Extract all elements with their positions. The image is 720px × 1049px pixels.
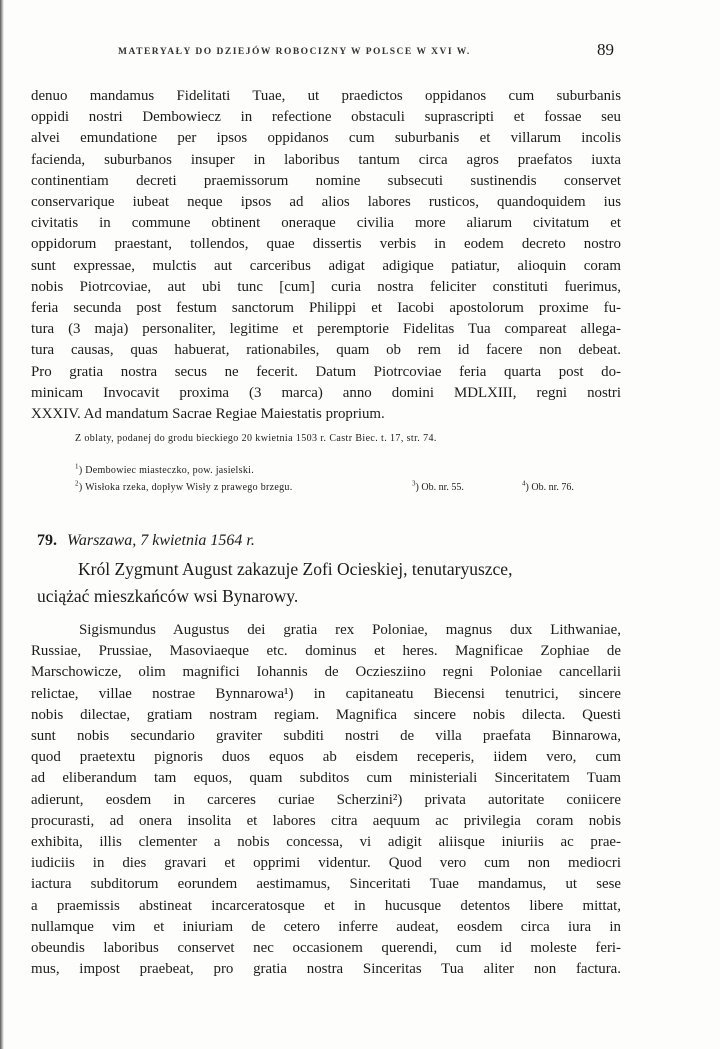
text-line: sunt expressae, mulctis aut carceribus adigat adigique patiatur, alioquin coram — [31, 257, 621, 274]
text-line: minicam Invocavit proxima (3 marca) anno domini MDLXIII, regni nostri — [31, 384, 621, 401]
footnote-marker: 1 — [75, 462, 79, 471]
paragraph-continuation — [31, 86, 621, 425]
text-line: Pro gratia nostra secus ne fecerit. Datum Piotrcoviae feria quarta post do- — [31, 363, 621, 380]
document-heading — [37, 532, 255, 550]
text-line: relictae, villae nostrae Bynnarowa¹) in capitaneatu Biecensi tenutrici, sincere — [31, 685, 621, 702]
summary-line: uciążać mieszkańców wsi Bynarowy. — [37, 586, 299, 606]
text-line: nobis Piotrcoviae, aut ubi tunc [cum] curia nostra feliciter constituti fuerimus, — [31, 278, 621, 295]
text-line: facienda, suburbanos insuper in laboribus tantum circa agros praefatos iuxta — [31, 151, 621, 168]
text-line: sunt nobis secundario graviter subditi nostri de villa praefata Binnarowa, — [31, 728, 621, 745]
text-line: a praemissis abstineat incarceratosque et in hucusque detentos libere mittat, — [31, 897, 621, 914]
text-line: oppidi nostri Dembowiecz in refectione obstaculi suprascripti et fossae seu — [31, 109, 621, 126]
text-line: civitatis in commune obtinent oneraque civilia more aliarum civitatum et — [31, 215, 621, 232]
footnote-marker: 4 — [522, 479, 526, 488]
footnote-text: Wisłoka rzeka, dopływ Wisły z prawego brzegu. — [85, 482, 293, 493]
text-line: XXXIV. Ad mandatum Sacrae Regiae Maiestatis proprium. — [31, 406, 385, 423]
document-summary — [37, 556, 627, 610]
source-note: Z oblaty, podanej do grodu bieckiego 20 kwietnia 1503 r. Castr Biec. t. 17, str. 74. — [75, 433, 437, 444]
summary-line: Król Zygmunt August zakazuje Zofi Ocieskiej, tenutaryuszce, — [78, 559, 513, 579]
text-line: iactura subditorum eorundem aestimamus, Sinceritati Tuae mandamus, ut sese — [31, 876, 621, 893]
text-line: alvei emundatione per ipsos oppidanos cum suburbanis et villarum incolis — [31, 130, 621, 147]
footnote-text: Ob. nr. 76. — [531, 482, 574, 493]
text-line: denuo mandamus Fidelitati Tuae, ut praedictos oppidanos cum suburbanis — [31, 88, 621, 104]
footnote-2: $^2$) Wisłoka rzeka, dopływ Wisły z prawego brzegu. — [75, 479, 293, 493]
running-title: MATERYAŁY DO DZIEJÓW ROBOCIZNY W POLSCE W XVI W. — [118, 47, 471, 57]
text-line: tura (3 maja) personaliter, legitime et peremptorie Fidelitas Tua compareat allega- — [31, 321, 621, 338]
text-line: nobis dilectae, gratiam nostram regiam. Magnifica sincere nobis dilecta. Questi — [31, 706, 621, 723]
text-line: adierunt, eosdem in carceres curiae Scherzini²) privata autoritate coniicere — [31, 791, 621, 808]
footnote-text: Ob. nr. 55. — [421, 482, 464, 493]
text-line: Russiae, Prussiae, Masoviaeque etc. dominus et heres. Magnificae Zophiae de — [31, 643, 621, 660]
text-line: conservarique iubeat neque ipsos ad alios labores rusticos, quandoquidem ius — [31, 194, 621, 211]
text-line: Marschowicze, olim magnifici Iohannis de Ocziesziino regni Poloniae cancellarii — [31, 664, 621, 681]
document-number: 79. — [37, 532, 57, 549]
text-line: iudiciis in dies gravari et opprimi videntur. Quod vero cum non mediocri — [31, 855, 621, 872]
footnote-marker: 2 — [75, 479, 79, 488]
page-edge-shadow — [0, 0, 4, 1049]
text-line: exhibita, illis clementer a nobis concessa, vi adigit aliisque iniuriis ac prae- — [31, 834, 621, 851]
footnote-3: $^3$) Ob. nr. 55. — [412, 479, 464, 493]
text-line: nullamque vim et iniuriam de cetero inferre audeat, eosdem circa iura in — [31, 918, 621, 935]
text-line: feria secunda post festum sanctorum Philippi et Iacobi apostolorum proxime fu- — [31, 300, 621, 317]
footnote-text: Dembowiec miasteczko, pow. jasielski. — [85, 465, 254, 476]
text-line: continentiam decreti praemissorum nomine subsecuti sustinendis conservet — [31, 172, 621, 189]
document-place-date: Warszawa, 7 kwietnia 1564 r. — [67, 532, 255, 549]
text-line: Sigismundus Augustus dei gratia rex Poloniae, magnus dux Lithwaniae, — [79, 622, 621, 638]
page-header — [30, 40, 690, 64]
text-line: oppidorum praestant, tollendos, quae dissertis verbis in eodem decreto nostro — [31, 236, 621, 253]
text-line: obeundis laboribus conservet nec occasionem querendi, cum id moleste feri- — [31, 940, 621, 957]
text-line: quod praetextu pignoris duos equos ab eisdem receperis, iidem vero, cum — [31, 749, 621, 766]
document-body — [31, 620, 621, 980]
footnote-1: $^1$) Dembowiec miasteczko, pow. jasielski. — [75, 462, 254, 476]
footnote-4: $^4$) Ob. nr. 76. — [522, 479, 574, 493]
text-line: tura causas, quas habuerat, rationabiles, quam ob rem id facere non debeat. — [31, 342, 621, 359]
text-line: procurasti, ad onera insolita et labores citra aequum ac privilegia coram nobis — [31, 812, 621, 829]
page-number: 89 — [597, 40, 614, 59]
text-line: mus, impost praebeat, pro gratia nostra Sinceritas Tua aliter non factura. — [31, 961, 621, 978]
footnote-marker: 3 — [412, 479, 416, 488]
text-line: ad eliberandum tam equos, quam subditos cum ministeriali Sinceritatem Tuam — [31, 770, 621, 787]
